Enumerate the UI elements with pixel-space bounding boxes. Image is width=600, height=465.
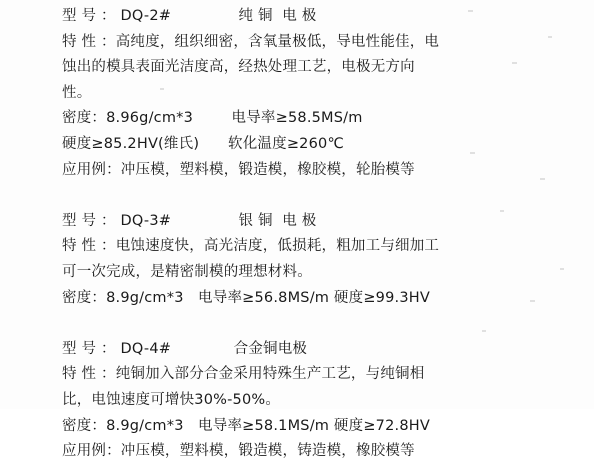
product-block-dq-2 — [62, 4, 582, 183]
model-line: 型 号 ： DQ-3# 银 铜 电 极 — [62, 212, 317, 229]
density-conductivity-hardness-line: 密度：8.9g/cm*3 电导率≥56.8MS/m 硬度≥99.3HV — [62, 289, 430, 306]
scan-speckle — [530, 300, 535, 302]
block-separator-2 — [62, 311, 582, 337]
block-separator-1 — [62, 183, 582, 209]
product-block-dq-3 — [62, 209, 582, 311]
density-conductivity-line: 密度：8.96g/cm*3 电导率≥58.5MS/m — [62, 110, 363, 127]
feature-line-cont: 比，电蚀速度可增快30%-50%。 — [62, 391, 281, 408]
application-line: 应用例：冲压模，塑料模，锻造模，铸造模，橡胶模等 — [62, 443, 415, 460]
scan-speckle — [468, 10, 473, 12]
scan-speckle — [160, 88, 164, 90]
scan-speckle — [500, 210, 504, 212]
scan-speckle — [540, 178, 545, 180]
hardness-softening-line: 硬度≥85.2HV(维氏) 软化温度≥260℃ — [62, 135, 344, 152]
feature-line-cont: 可一次完成，是精密制模的理想材料。 — [62, 263, 312, 280]
scan-speckle — [482, 330, 486, 332]
feature-line: 特 性 ：纯铜加入部分合金采用特殊生产工艺，与纯铜相 — [62, 366, 425, 383]
scan-speckle — [470, 152, 475, 154]
scan-speckle — [560, 268, 564, 270]
feature-line-cont-2: 性。 — [62, 84, 92, 101]
density-conductivity-hardness-line: 密度：8.9g/cm*3 电导率≥58.1MS/m 硬度≥72.8HV — [62, 417, 430, 434]
page-right-margin — [594, 0, 600, 409]
scan-speckle — [548, 36, 552, 38]
application-line: 应用例：冲压模，塑料模，锻造模，橡胶模，轮胎模等 — [62, 161, 415, 178]
model-line: 型 号 ： DQ-2# 纯 铜 电 极 — [62, 8, 317, 24]
feature-line: 特 性 ：高纯度，组织细密，含氧量极低，导电性能佳，电 — [62, 33, 440, 50]
feature-line-cont: 蚀出的模具表面光洁度高，经热处理工艺，电极无方向 — [62, 59, 415, 76]
feature-line: 特 性 ：电蚀速度快，高光洁度，低损耗，粗加工与细加工 — [62, 238, 440, 255]
scan-speckle — [512, 62, 517, 64]
product-block-dq-4 — [62, 337, 582, 465]
model-line: 型 号 ： DQ-4# 合金铜电极 — [62, 340, 308, 357]
